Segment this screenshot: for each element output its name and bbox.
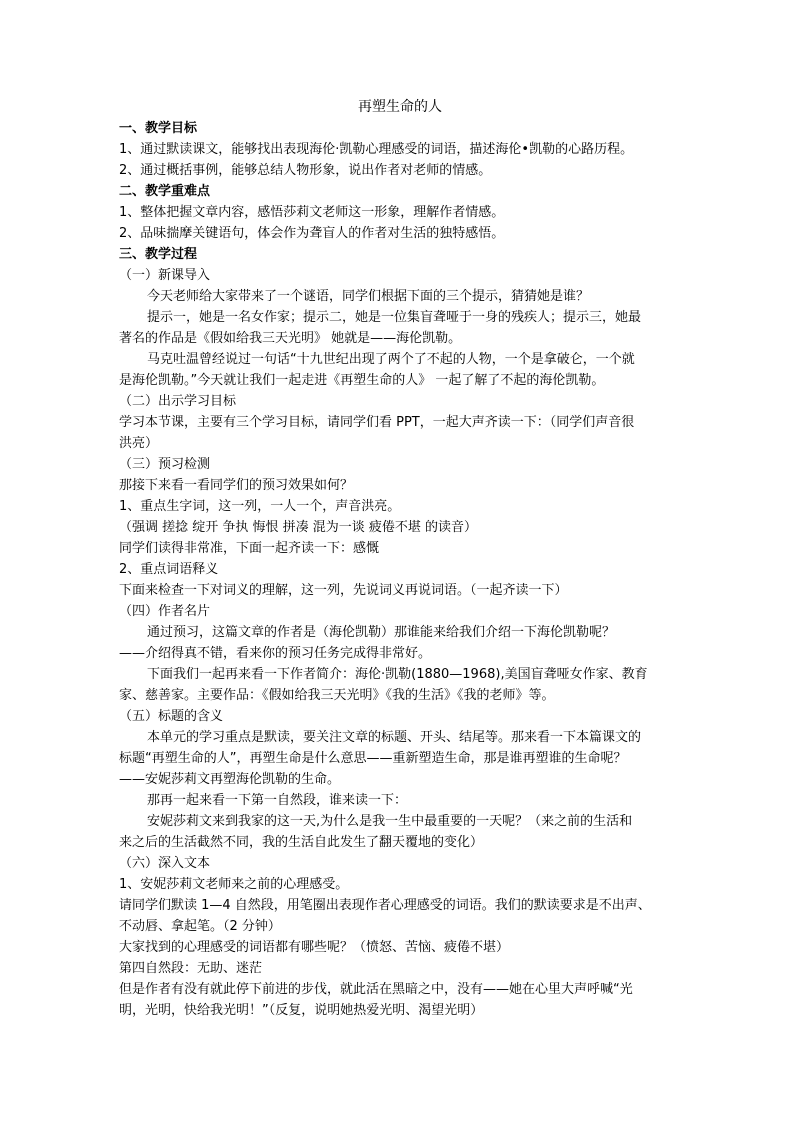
text-line: 马克吐温曾经说过一句话“十九世纪出现了两个了不起的人物，一个是拿破仑，一个就 <box>147 352 635 367</box>
text-line: 那再一起来看一下第一自然段，谁来读一下： <box>147 793 408 808</box>
text-line: 家、慈善家。主要作品：《假如给我三天光明》《我的生活》《我的老师》等。 <box>119 688 555 703</box>
text-line: 著名的作品是《假如给我三天光明》 她就是——海伦凯勒。 <box>119 331 462 346</box>
text-line: 2、品味揣摩关键语句，体会作为聋盲人的作者对生活的独特感悟。 <box>119 226 505 241</box>
text-line: ——安妮莎莉文再塑海伦凯勒的生命。 <box>119 772 341 787</box>
text-line: 安妮莎莉文来到我家的这一天,为什么是我一生中最重要的一天呢？（来之前的生活和 <box>147 814 633 829</box>
section-heading: 一、教学目标 <box>119 121 198 136</box>
text-line: 那接下来看一看同学们的预习效果如何？ <box>119 478 354 493</box>
text-line: （二）出示学习目标 <box>119 394 237 409</box>
text-line: （三）预习检测 <box>119 457 211 472</box>
text-line: （五）标题的含义 <box>119 709 224 724</box>
text-line: 1、安妮莎莉文老师来之前的心理感受。 <box>119 877 349 892</box>
text-line: 2、重点词语释义 <box>119 562 219 577</box>
text-line: 本单元的学习重点是默读，要关注文章的标题、开头、结尾等。那来看一下本篇课文的 <box>147 730 642 745</box>
text-line: 通过预习，这篇文章的作者是（海伦凯勒）那谁能来给我们介绍一下海伦凯勒呢？ <box>147 625 616 640</box>
text-line: 来之后的生活截然不同，我的生活自此发生了翻天覆地的变化） <box>119 835 484 850</box>
document-page <box>119 96 681 1021</box>
text-line: （六）深入文本 <box>119 856 211 871</box>
document-title: 再塑生命的人 <box>358 99 442 115</box>
text-line: 1、整体把握文章内容，感悟莎莉文老师这一形象，理解作者情感。 <box>119 205 505 220</box>
text-line: 请同学们默读 1—4 自然段，用笔圈出表现作者心理感受的词语。我们的默读要求是不出声、 <box>119 898 651 913</box>
text-line: （强调 搓捻 绽开 争执 悔恨 拼凑 混为一谈 疲倦不堪 的读音） <box>119 520 478 535</box>
text-line: 第四自然段：无助、迷茫 <box>119 961 263 976</box>
text-line: 大家找到的心理感受的词语都有哪些呢？（愤怒、苦恼、疲倦不堪） <box>119 940 510 955</box>
text-line: （一）新课导入 <box>119 268 211 283</box>
section-heading: 二、教学重难点 <box>119 184 211 199</box>
text-line: 1、重点生字词，这一列，一人一个，声音洪亮。 <box>119 499 401 514</box>
text-line: 但是作者有没有就此停下前进的步伐，就此活在黑暗之中，没有——她在心里大声呼喊“光 <box>119 982 633 997</box>
text-line: 下面我们一起再来看一下作者简介：海伦·凯勒(1880—1968),美国盲聋哑女作家、教育 <box>147 667 648 682</box>
text-line: 2、通过概括事例，能够总结人物形象，说出作者对老师的情感。 <box>119 163 492 178</box>
text-line: 不动唇、拿起笔。（2 分钟） <box>119 919 281 934</box>
text-line: 是海伦凯勒。”今天就让我们一起走进《再塑生命的人》 一起了解了不起的海伦凯勒。 <box>119 373 605 388</box>
text-line: 1、通过默读课文，能够找出表现海伦·凯勒心理感受的词语，描述海伦•凯勒的心路历程。 <box>119 142 634 157</box>
text-line: 今天老师给大家带来了一个谜语，同学们根据下面的三个提示，猜猜她是谁？ <box>147 289 590 304</box>
text-line: ——介绍得真不错，看来你的预习任务完成得非常好。 <box>119 646 432 661</box>
text-line: 学习本节课，主要有三个学习目标，请同学们看 PPT，一起大声齐读一下：（同学们声音很 <box>119 415 635 430</box>
text-line: 明，光明，快给我光明！”（反复，说明她热爱光明、渴望光明） <box>119 1003 484 1018</box>
text-line: 标题“再塑生命的人”，再塑生命是什么意思——重新塑造生命，那是谁再塑谁的生命呢？ <box>119 751 627 766</box>
text-line: 下面来检查一下对词义的理解，这一列，先说词义再说词语。（一起齐读一下） <box>119 583 568 598</box>
text-line: （四）作者名片 <box>119 604 211 619</box>
text-line: 洪亮） <box>119 436 159 451</box>
text-line: 提示一，她是一名女作家；提示二，她是一位集盲聋哑于一身的残疾人；提示三，她最 <box>147 310 642 325</box>
document-body <box>119 118 681 1021</box>
text-line: 同学们读得非常准，下面一起齐读一下：感慨 <box>119 541 380 556</box>
section-heading: 三、教学过程 <box>119 247 198 262</box>
